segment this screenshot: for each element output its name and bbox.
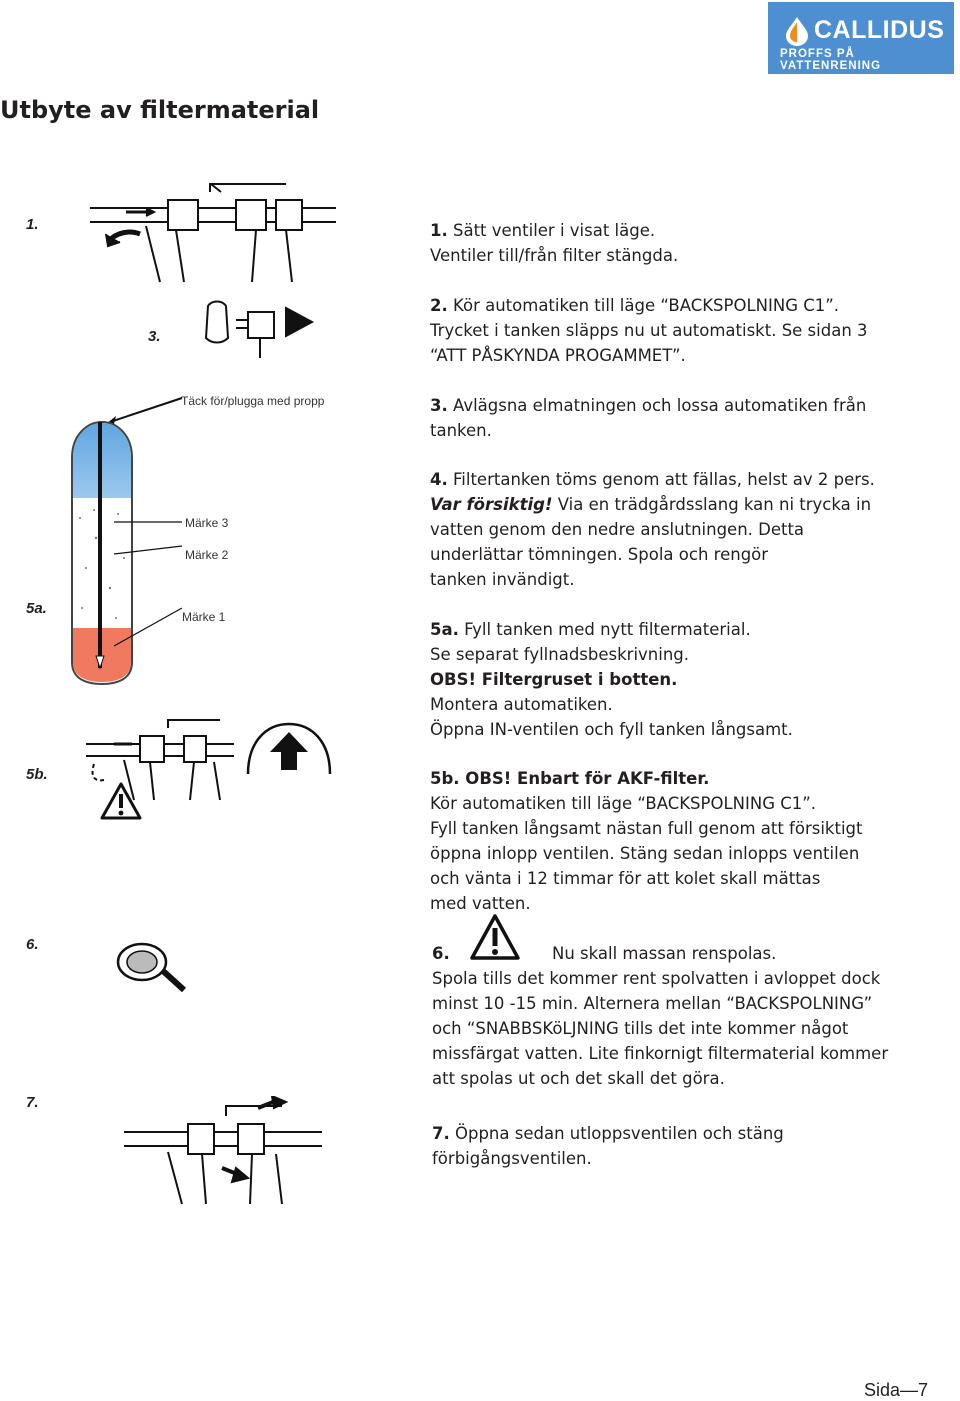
- control-head-icon: [110, 940, 190, 994]
- page-title: Utbyte av filtermaterial: [0, 96, 320, 124]
- step-3-line-1: Avlägsna elmatningen och lossa automatiken från: [447, 396, 867, 415]
- brand-logo: [768, 2, 954, 74]
- warning-icon-5b: [100, 782, 142, 820]
- step-3-number: 3.: [430, 396, 448, 415]
- figure-label-5b: 5b.: [26, 766, 48, 783]
- step-7-text: [432, 1121, 784, 1171]
- step-6-line-5: missfärgat vatten. Lite finkornigt filtermaterial kommer: [432, 1044, 889, 1063]
- step-5a-text: [430, 617, 793, 742]
- figure-label-1: 1.: [26, 216, 39, 233]
- tank-cap-label: Täck för/plugga med propp: [181, 394, 325, 408]
- step-5a-obs: OBS! Filtergruset i botten.: [430, 670, 678, 689]
- figure-label-6: 6.: [26, 936, 39, 953]
- step-5b-heading: 5b. OBS! Enbart för AKF-filter.: [430, 769, 710, 788]
- step-2-line-3: “ATT PÅSKYNDA PROGAMMET”.: [430, 346, 686, 365]
- step-6-line-2: Spola tills det kommer rent spolvatten i avloppet dock: [432, 969, 881, 988]
- step-7-line-1: Öppna sedan utloppsventilen och stäng: [449, 1124, 784, 1143]
- plug-icon: [200, 298, 316, 362]
- step-3-text: [430, 393, 866, 443]
- step-6-line-6: att spolas ut och det skall det göra.: [432, 1069, 725, 1088]
- logo-drop-icon: [784, 16, 810, 46]
- step-5b-line-4: och vänta i 12 timmar för att kolet skall mättas: [430, 869, 821, 888]
- step-5a-line-2: Se separat fyllnadsbeskrivning.: [430, 645, 690, 664]
- step-6-number: 6.: [432, 944, 450, 963]
- figure-label-5a: 5a.: [26, 600, 47, 617]
- step-5b-line-5: med vatten.: [430, 894, 531, 913]
- step-6-line-4: och “SNABBSKöLJNING tills det inte kommer något: [432, 1019, 849, 1038]
- step-5b-line-1: Kör automatiken till läge “BACKSPOLNING C1”.: [430, 794, 817, 813]
- step-4-number: 4.: [430, 470, 448, 489]
- mark-3-label: Märke 3: [185, 516, 229, 530]
- page-number: Sida—7: [863, 1380, 928, 1400]
- step-5a-line-4: Öppna IN-ventilen och fyll tanken långsamt.: [430, 720, 793, 739]
- step-4-line-2: Via en trädgårdsslang kan ni trycka in: [552, 495, 872, 514]
- valve-illustration-1: [86, 182, 346, 286]
- step-4-warning: Var försiktig!: [430, 495, 553, 514]
- tank-illustration: [66, 418, 266, 688]
- dome-icon: [244, 718, 334, 778]
- logo-name: CALLIDUS: [814, 16, 945, 44]
- step-1-text: [430, 218, 678, 268]
- figure-label-3: 3.: [148, 328, 161, 345]
- step-5b-line-2: Fyll tanken långsamt nästan full genom att försiktigt: [430, 819, 863, 838]
- step-5b-line-3: öppna inlopp ventilen. Stäng sedan inlopps ventilen: [430, 844, 860, 863]
- valve-illustration-7: [122, 1096, 332, 1208]
- step-5a-line-3: Montera automatiken.: [430, 695, 613, 714]
- step-2-number: 2.: [430, 296, 448, 315]
- step-2-text: [430, 293, 868, 368]
- step-5a-number: 5a.: [430, 620, 459, 639]
- step-6-text: [432, 966, 888, 1091]
- mark-2-label: Märke 2: [185, 548, 229, 562]
- step-6-line-1: Nu skall massan renspolas.: [552, 944, 777, 963]
- step-1-line-1: Sätt ventiler i visat läge.: [447, 221, 656, 240]
- step-2-line-2: Trycket i tanken släpps nu ut automatiskt. Se sidan 3: [430, 321, 868, 340]
- step-4-line-1: Filtertanken töms genom att fällas, helst av 2 pers.: [447, 470, 875, 489]
- step-2-line-1: Kör automatiken till läge “BACKSPOLNING C1”.: [447, 296, 840, 315]
- mark-1-label: Märke 1: [182, 610, 226, 624]
- step-1-line-2: Ventiler till/från filter stängda.: [430, 246, 679, 265]
- step-5a-line-1: Fyll tanken med nytt filtermaterial.: [458, 620, 751, 639]
- figure-label-7: 7.: [26, 1094, 39, 1111]
- step-3-line-2: tanken.: [430, 421, 492, 440]
- step-4-line-4: underlättar tömningen. Spola och rengör: [430, 545, 769, 564]
- step-5b-text: [430, 766, 862, 916]
- step-7-number: 7.: [432, 1124, 450, 1143]
- step-4-line-3: vatten genom den nedre anslutningen. Detta: [430, 520, 805, 539]
- step-1-number: 1.: [430, 221, 448, 240]
- step-4-line-5: tanken invändigt.: [430, 570, 575, 589]
- step-7-line-2: förbigångsventilen.: [432, 1149, 592, 1168]
- warning-icon-6: [470, 914, 520, 960]
- step-6-line-3: minst 10 -15 min. Alternera mellan “BACKSPOLNING”: [432, 994, 873, 1013]
- logo-tagline: PROFFS PÅ VATTENRENING: [780, 48, 882, 72]
- step-4-text: [430, 467, 875, 592]
